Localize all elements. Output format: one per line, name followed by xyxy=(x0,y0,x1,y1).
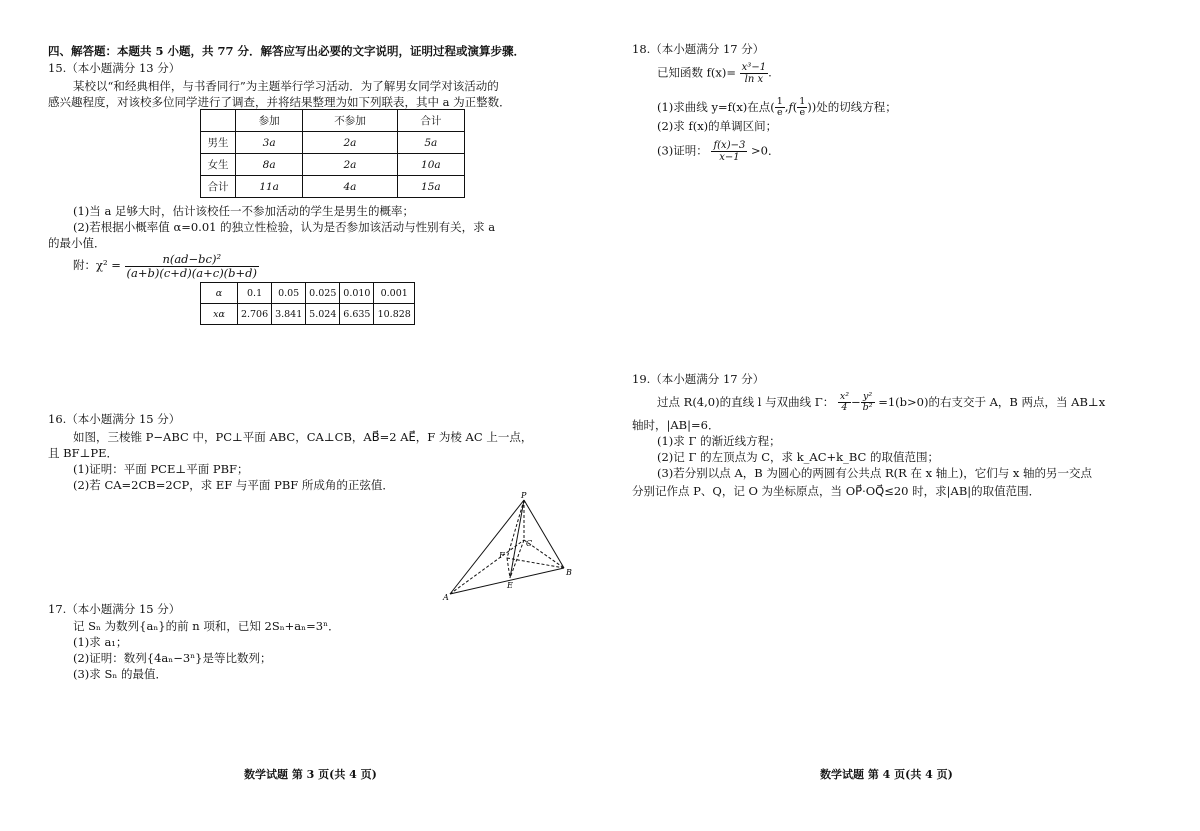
section-heading: 四、解答题：本题共 5 小题，共 77 分．解答应写出必要的文字说明，证明过程或演算步骤． xyxy=(48,44,526,58)
q16-part2: (2)若 CA=2CB=2CP，求 EF 与平面 PBF 所成角的正弦值． xyxy=(73,478,394,492)
formula-denominator: (a+b)(c+d)(a+c)(b+d) xyxy=(126,265,258,280)
edge-fe xyxy=(507,558,510,578)
q17-part1: (1)求 a₁； xyxy=(73,635,128,649)
label-a: A xyxy=(443,593,449,602)
table-cell: 0.001 xyxy=(374,283,415,304)
q18-part1-b: 处的切线方程； xyxy=(816,99,897,114)
q15-formula xyxy=(73,253,259,279)
edge-pb xyxy=(524,500,564,568)
chi-square-fraction xyxy=(125,253,259,279)
q18-function-fraction xyxy=(740,62,768,85)
table-row xyxy=(201,283,415,304)
table-row xyxy=(201,304,415,325)
q15-part2-line2: 的最小值． xyxy=(48,236,106,250)
q18-proof-denominator: x−1 xyxy=(711,151,747,163)
q18-part3-a: (3)证明： xyxy=(657,143,708,158)
table-row xyxy=(201,154,465,176)
table-cell: α xyxy=(201,283,238,304)
footer-page-3: 数学试题 第 3 页(共 4 页) xyxy=(244,768,377,781)
label-f: F xyxy=(499,551,505,560)
table-row xyxy=(201,132,465,154)
q17-part2: (2)证明：数列{4aₙ−3ⁿ}是等比数列； xyxy=(73,651,272,665)
table-cell: 女生 xyxy=(201,154,236,176)
q19-line1: 过点 R(4,0)的直线 l 与双曲线 Γ： $\frac{\text{x²}}{4}$ − $\frac{\text{y²}}{\text{b²}}$ =1(b>0)的右支交于 A，B 两点，当 AB⊥x xyxy=(657,391,1106,414)
hyp-y-num: y² xyxy=(863,391,873,402)
q19-line2: 轴时，|AB|=6． xyxy=(632,418,720,432)
table-cell: 0.010 xyxy=(340,283,374,304)
q18-header: 18.（本小题满分 17 分） xyxy=(632,42,765,56)
q18-point-fraction xyxy=(775,97,785,119)
q18-point-fraction-2 xyxy=(797,97,807,119)
label-p: P xyxy=(521,491,527,500)
table-row xyxy=(201,176,465,198)
q19-line1-a: 过点 R(4,0)的直线 l 与双曲线 Γ： xyxy=(657,394,835,409)
tetrahedron-figure xyxy=(440,490,580,602)
q16-line1: 如图，三棱锥 P−ABC 中，PC⊥平面 ABC，CA⊥CB，AB⃗=2 AE⃗，F 为棱 AC 上一点， xyxy=(73,430,533,444)
hyp-y-den: b² xyxy=(862,402,873,414)
hyp-x-num: x² xyxy=(839,391,850,402)
q18-part2: (2)求 f(x)的单调区间； xyxy=(657,119,778,133)
table-cell: 15a xyxy=(397,176,464,198)
table-cell xyxy=(201,110,236,132)
q16-header: 16.（本小题满分 15 分） xyxy=(48,412,181,426)
table-cell: 11a xyxy=(236,176,303,198)
point-num: 1 xyxy=(776,96,783,107)
point-den: e xyxy=(775,107,785,118)
q15-line2: 感兴趣程度，对该校多位同学进行了调查，并将结果整理为如下列联表，其中 a 为正整数． xyxy=(48,95,511,109)
q17-part3: (3)求 Sₙ 的最值． xyxy=(73,667,167,681)
q18-intro: 已知函数 f(x)= $\frac{\text{x³−1}}{\text{ln x}}$ . xyxy=(657,62,772,85)
table-cell: 3a xyxy=(236,132,303,154)
q18-f-numerator: x³−1 xyxy=(741,62,767,73)
q18-part1: (1)求曲线 y=f(x)在点( $\frac{1}{e}$ ,f( $\frac{1}{e}$ ))处的切线方程； xyxy=(657,96,897,119)
q19-header: 19.（本小题满分 17 分） xyxy=(632,372,765,386)
q15-line1: 某校以“和经典相伴，与书香同行”为主题举行学习活动．为了解男女同学对该活动的 xyxy=(73,79,499,93)
edge-fb xyxy=(507,558,564,568)
table-cell: 0.05 xyxy=(272,283,306,304)
table-cell: 3.841 xyxy=(272,304,306,325)
table-cell: 合计 xyxy=(397,110,464,132)
q18-intro-text: 已知函数 f(x)= xyxy=(657,65,737,80)
appendix-label: 附：χ² = xyxy=(73,258,121,273)
q15-contingency-table xyxy=(200,109,465,198)
q18-part1-a: (1)求曲线 y=f(x)在点( xyxy=(657,99,775,114)
table-cell: 10a xyxy=(397,154,464,176)
label-c: C xyxy=(526,539,533,548)
q16-part1: (1)证明：平面 PCE⊥平面 PBF； xyxy=(73,462,249,476)
table-cell: 0.025 xyxy=(306,283,340,304)
table-cell: 5.024 xyxy=(306,304,340,325)
table-cell: 合计 xyxy=(201,176,236,198)
q19-part3-line2: 分别记作点 P、Q，记 O 为坐标原点，当 OP⃗·OQ⃗≤20 时，求|AB|的取值范围． xyxy=(632,484,1041,498)
table-cell: 男生 xyxy=(201,132,236,154)
q19-x-fraction xyxy=(838,392,851,414)
q19-part3-line1: (3)若分别以点 A，B 为圆心的两圆有公共点 R(R 在 x 轴上)，它们与 x 轴的另一交点 xyxy=(657,466,1093,480)
label-e: E xyxy=(507,581,513,590)
q19-part2: (2)记 Γ 的左顶点为 C，求 k_AC+k_BC 的取值范围； xyxy=(657,450,939,464)
point-num-2: 1 xyxy=(799,96,806,107)
table-cell: 10.828 xyxy=(374,304,415,325)
table-cell: 0.1 xyxy=(238,283,272,304)
q17-line1: 记 Sₙ 为数列{aₙ}的前 n 项和，已知 2Sₙ+aₙ=3ⁿ． xyxy=(73,619,340,633)
footer-page-4: 数学试题 第 4 页(共 4 页) xyxy=(820,768,953,781)
table-cell: 4a xyxy=(303,176,397,198)
q18-part3-b: >0． xyxy=(751,143,780,158)
q15-part2-line1: (2)若根据小概率值 α=0.01 的独立性检验，认为是否参加该活动与性别有关，求 a xyxy=(73,220,496,234)
table-cell: 不参加 xyxy=(303,110,397,132)
hyp-x-den: 4 xyxy=(838,402,851,413)
formula-numerator: n(ad−bc)² xyxy=(162,252,222,266)
table-cell: 5a xyxy=(397,132,464,154)
table-cell: 2a xyxy=(303,132,397,154)
q18-part3 xyxy=(657,140,779,163)
table-cell: xα xyxy=(201,304,238,325)
q18-proof-fraction xyxy=(711,140,747,163)
table-row xyxy=(201,110,465,132)
table-cell: 8a xyxy=(236,154,303,176)
q17-header: 17.（本小题满分 15 分） xyxy=(48,602,181,616)
table-cell: 参加 xyxy=(236,110,303,132)
q15-header: 15.（本小题满分 13 分） xyxy=(48,61,181,75)
q19-part1: (1)求 Γ 的渐近线方程； xyxy=(657,434,781,448)
q15-reference-table xyxy=(200,282,415,325)
q19-line1-b: =1(b>0)的右支交于 A，B 两点，当 AB⊥x xyxy=(878,394,1106,409)
q19-y-fraction xyxy=(861,392,875,414)
table-cell: 6.635 xyxy=(340,304,374,325)
label-b: B xyxy=(566,568,572,577)
table-cell: 2a xyxy=(303,154,397,176)
q18-proof-numerator: f(x)−3 xyxy=(713,140,746,151)
q16-line2: 且 BF⊥PE． xyxy=(48,446,119,460)
q18-f-denominator: ln x xyxy=(740,73,768,85)
q15-part1: (1)当 a 足够大时，估计该校任一不参加活动的学生是男生的概率； xyxy=(73,204,414,218)
table-cell: 2.706 xyxy=(238,304,272,325)
point-den-2: e xyxy=(797,107,807,118)
